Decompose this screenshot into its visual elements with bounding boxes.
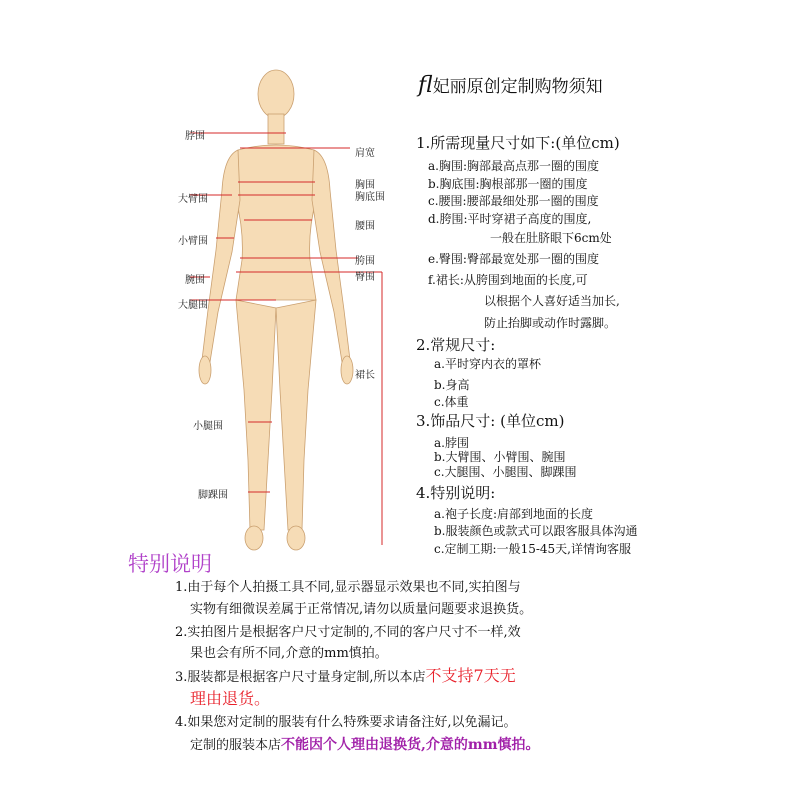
section-3-item-a: a.脖围 [434, 436, 469, 450]
figure-left-hand [199, 356, 211, 384]
section-1-item-f-cont1: 以根据个人喜好适当加长, [484, 294, 620, 308]
note-3-text: 3.服装都是根据客户尺寸量身定制,所以本店 [175, 670, 426, 685]
note-3-line-2: 理由退货。 [190, 689, 271, 708]
figure-left-foot [245, 526, 263, 550]
section-1-item-d: d.胯围:平时穿裙子高度的围度, [428, 212, 592, 226]
figure-right-foot [287, 526, 305, 550]
section-1-item-b: b.胸底围:胸根部那一圈的围度 [428, 177, 588, 191]
label-skirt-length: 裙长 [355, 370, 375, 381]
section-1-item-a: a.胸围:胸部最高点那一圈的围度 [428, 159, 600, 173]
section-4-title: 4.特别说明: [416, 484, 496, 502]
section-4-item-c: c.定制工期:一般15-45天,详情询客服 [434, 542, 631, 556]
label-waist: 腰围 [355, 221, 375, 232]
figure-torso [236, 145, 316, 300]
title-text: 妃丽原创定制购物须知 [432, 77, 603, 97]
section-3-item-b: b.大臂围、小臂围、腕围 [434, 450, 566, 464]
section-1-item-e: e.臀围:臀部最宽处那一圈的围度 [428, 252, 599, 266]
special-notes-title: 特别说明 [128, 552, 212, 576]
body-measurement-figure [150, 60, 400, 560]
figure-right-leg [276, 300, 316, 530]
note-2-line-1: 2.实拍图片是根据客户尺寸定制的,不同的客户尺寸不一样,效 [175, 625, 521, 640]
section-3-title: 3.饰品尺寸: (单位cm) [416, 412, 565, 430]
section-4-item-b: b.服装颜色或款式可以跟客服具体沟通 [434, 524, 638, 538]
note-1-line-1: 1.由于每个人拍摄工具不同,显示器显示效果也不同,实拍图与 [175, 580, 521, 595]
page-title [418, 72, 603, 98]
note-4-text: 定制的服装本店 [190, 738, 282, 753]
section-1-item-d-cont: 一般在肚脐眼下6cm处 [490, 231, 612, 245]
section-3-item-c: c.大腿围、小腿围、脚踝围 [434, 465, 577, 479]
section-4-item-a: a.袍子长度:肩部到地面的长度 [434, 507, 594, 521]
label-wrist: 腕围 [185, 275, 205, 286]
label-shoulder: 肩宽 [355, 148, 375, 159]
label-upper-arm: 大臂围 [178, 194, 208, 205]
section-2-title: 2.常规尺寸: [416, 336, 496, 354]
figure-right-arm [312, 150, 350, 362]
label-ankle: 脚踝围 [198, 490, 228, 501]
note-4-line-2 [190, 734, 540, 754]
label-hip: 臀围 [355, 272, 375, 283]
note-2-line-2: 果也会有所不同,介意的mm慎拍。 [190, 646, 388, 661]
section-2-item-c: c.体重 [434, 395, 469, 409]
label-bust: 胸围 [355, 180, 375, 191]
section-2-item-a: a.平时穿内衣的罩杯 [434, 357, 541, 371]
label-lower-arm: 小臂围 [178, 236, 208, 247]
label-calf: 小腿围 [193, 421, 223, 432]
label-thigh: 大腿围 [178, 300, 208, 311]
figure-right-hand [341, 356, 353, 384]
note-3-highlight: 不支持7天无 [425, 666, 516, 685]
section-1-item-c: c.腰围:腰部最细处那一圈的围度 [428, 194, 599, 208]
section-1-title: 1.所需现量尺寸如下:(单位cm) [416, 134, 620, 152]
label-underbust: 胸底围 [355, 192, 385, 203]
figure-left-arm [202, 150, 240, 362]
note-4-highlight: 不能因个人理由退换货,介意的mm慎拍。 [281, 737, 540, 753]
note-4-line-1: 4.如果您对定制的服装有什么特殊要求请备注好,以免漏记。 [175, 715, 517, 730]
label-neck: 脖围 [185, 131, 205, 142]
label-hip-high: 胯围 [355, 256, 375, 267]
brand-logo: fl [418, 73, 433, 98]
note-3-line-1 [175, 663, 516, 686]
section-1-item-f-cont2: 防止抬脚或动作时露脚。 [484, 316, 617, 330]
note-1-line-2: 实物有细微误差属于正常情况,请勿以质量问题要求退换货。 [190, 602, 533, 617]
figure-head [258, 70, 294, 118]
section-1-item-f: f.裙长:从胯围到地面的长度,可 [428, 273, 588, 287]
figure-left-leg [236, 300, 276, 530]
figure-neck [268, 114, 284, 144]
section-2-item-b: b.身高 [434, 378, 470, 392]
